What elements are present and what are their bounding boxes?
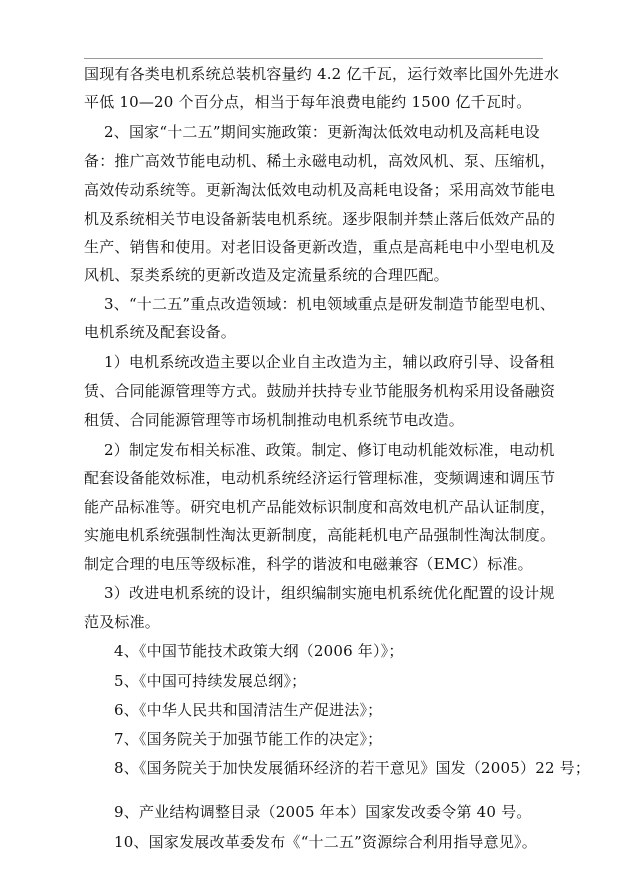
text-line: 2、国家“十二五”期间实施政策：更新淘汰低效电动机及高耗电设 [104,123,540,141]
text-line: 电机系统及配套设备。 [84,323,237,341]
text-line: 配套设备能效标准，电动机系统经济运行管理标准，变频调速和调压节 [84,469,556,487]
list-item: 5、《中国可持续发展总纲》； [114,672,307,690]
list-item: 7、《国务院关于加强节能工作的决定》； [114,730,383,748]
list-item: 4、《中国节能技术政策大纲（2006 年）》； [114,642,404,660]
text-line: 实施电机系统强制性淘汰更新制度，高能耗机电产品强制性淘汰制度。 [84,526,556,544]
text-line: 3、“十二五”重点改造领域：机电领域重点是研发制造节能型电机、 [104,295,556,313]
text-line: 租赁、合同能源管理等市场机制推动电机系统节电改造。 [84,411,465,429]
list-item: 8、《国务院关于加快发展循环经济的若干意见》国发（2005）22 号； [114,759,591,777]
text-line: 生产、销售和使用。对老旧设备更新改造，重点是高耗电中小型电机及 [84,238,556,256]
header-rule [84,58,543,59]
text-line: 国现有各类电机系统总装机容量约 4.2 亿千瓦，运行效率比国外先进水 [84,65,560,83]
text-line: 平低 10—20 个百分点，相当于每年浪费电能约 1500 亿千瓦时。 [84,93,532,111]
text-line: 制定合理的电压等级标准，科学的谐波和电磁兼容（EMC）标准。 [84,555,533,573]
list-item: 10、国家发展改革委发布《“十二五”资源综合利用指导意见》。 [114,833,537,851]
list-item: 6、《中华人民共和国清洁生产促进法》； [114,701,383,719]
text-line: 1）电机系统改造主要以企业自主改造为主，辅以政府引导、设备租 [104,353,555,371]
text-line: 风机、泵类系统的更新改造及定流量系统的合理匹配。 [84,266,449,284]
text-line: 备：推广高效节能电动机、稀土永磁电动机，高效风机、泵、压缩机， [84,152,556,170]
text-line: 赁、合同能源管理等方式。鼓励并扶持专业节能服务机构采用设备融资 [84,382,556,400]
text-line: 机及系统相关节电设备新装电机系统。逐步限制并禁止落后低效产品的 [84,210,556,228]
text-line: 高效传动系统等。更新淘汰低效电动机及高耗电设备；采用高效节能电 [84,181,556,199]
list-item: 9、产业结构调整目录（2005 年本）国家发改委令第 40 号。 [114,803,532,821]
text-line: 2）制定发布相关标准、政策。制定、修订电动机能效标准，电动机 [104,441,555,459]
text-line: 3）改进电机系统的设计，组织编制实施电机系统优化配置的设计规 [104,584,555,602]
text-line: 能产品标准等。研究电机产品能效标识制度和高效电机产品认证制度， [84,498,556,516]
text-line: 范及标准。 [84,613,161,631]
